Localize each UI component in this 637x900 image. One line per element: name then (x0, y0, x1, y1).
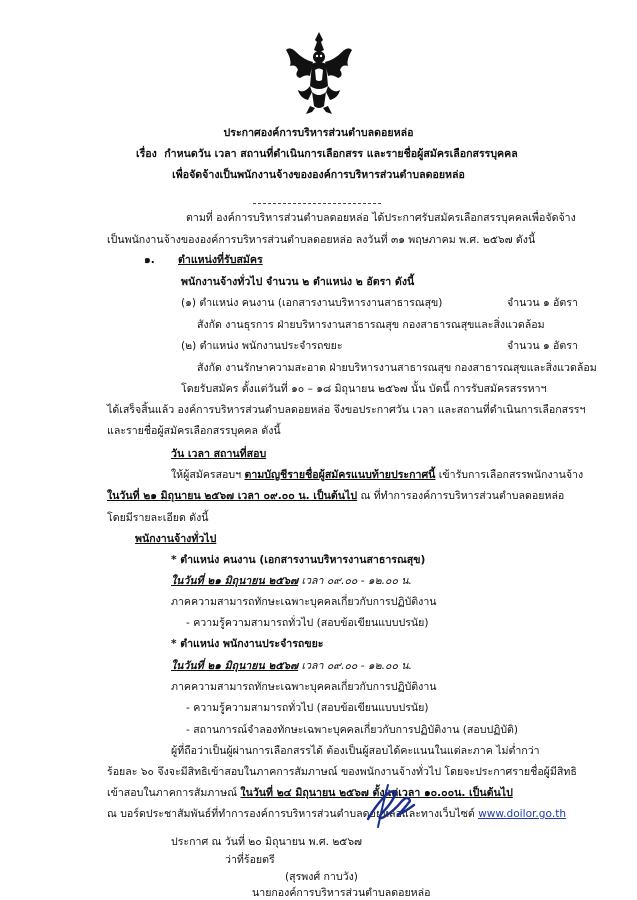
pass-line-2: ร้อยละ ๖๐ จึงจะมีสิทธิเข้าสอบในภาคการสัมภาษณ์ ของพนักงานจ้างทั่วไป โดยจะประกาศรายชื่อผู้มีสิทธิ (107, 766, 577, 778)
position-2-count: จำนวน ๑ อัตรา (507, 340, 578, 352)
exam-2-item-2: - สถานการณ์จำลองทักษะเฉพาะบุคคลเกี่ยวกับการปฏิบัติงาน (สอบปฏิบัติ) (186, 724, 519, 736)
pass-line-4a: ณ บอร์ดประชาสัมพันธ์ที่ทำการองค์การบริหารส่วนตำบลดอยหล่อและทางเว็บไซต์ (107, 808, 475, 820)
schedule-place: ณ ที่ทำการองค์การบริหารส่วนตำบลดอยหล่อ (360, 490, 565, 502)
signer-position: นายกองค์การบริหารส่วนตำบลดอยหล่อ (252, 887, 431, 899)
exam-1-date: ในวันที่ ๒๑ มิถุนายน ๒๕๖๗ (171, 575, 299, 587)
schedule-line-1 (171, 468, 583, 482)
position-2-line: (๒) ตำแหน่ง พนักงานประจำรถขยะ (181, 340, 343, 352)
closing-line-1: โดยรับสมัคร ตั้งแต่วันที่ ๑๐ – ๑๘ มิถุนายน ๒๕๖๗ นั้น บัดนี้ การรับสมัครสรรหาฯ (181, 383, 547, 395)
signature-scribble (362, 775, 420, 835)
exam-2-time: เวลา ๐๙.๐๐ - ๑๒.๐๐ น. (301, 660, 412, 672)
exam-2-date: ในวันที่ ๒๑ มิถุนายน ๒๕๖๗ (171, 660, 299, 672)
pass-line-3 (107, 786, 513, 800)
pass-line-1: ผู้ที่ถือว่าเป็นผู้ผ่านการเลือกสรรได้ ต้องเป็นผู้สอบได้คะแนนในแต่ละภาค ไม่ต่ำกว่า (171, 745, 540, 757)
schedule-line-1a: ให้ผู้สมัครสอบฯ (171, 469, 242, 481)
pass-line-3a: เข้าสอบในภาคการสัมภาษณ์ (107, 787, 238, 799)
schedule-line-1b: ตามบัญชีรายชื่อผู้สมัครแนบท้ายประกาศนี้ (244, 469, 436, 481)
separator-line (253, 203, 381, 204)
position-1-line: (๑) ตำแหน่ง คนงาน (เอกสารงานบริหารงานสาธารณสุข) (181, 297, 443, 309)
position-1-count: จำนวน ๑ อัตรา (507, 297, 578, 309)
garuda-emblem (282, 30, 356, 116)
exam-2-item-1: - ความรู้ความสามารถทั่วไป (สอบข้อเขียนแบบปรนัย) (186, 702, 429, 714)
signer-name: (สุรพงศ์ กาบวัง) (285, 871, 358, 883)
exam-2-schedule (171, 659, 412, 673)
position-1-unit: สังกัด งานธุรการ ฝ่ายบริหารงานสาธารณสุข กองสาธารณสุขและสิ่งแวดล้อม (197, 319, 545, 331)
exam-1-part: ภาคความสามารถทักษะเฉพาะบุคคลเกี่ยวกับการปฏิบัติงาน (171, 596, 437, 608)
signer-rank: ว่าที่ร้อยตรี (225, 854, 275, 866)
exam-1-title: * ตำแหน่ง คนงาน (เอกสารงานบริหารงานสาธารณสุข) (171, 554, 426, 566)
schedule-line-2 (107, 489, 564, 503)
group-heading: พนักงานจ้างทั่วไป (135, 533, 217, 545)
schedule-line-3: โดยมีรายละเอียด ดังนี้ (107, 512, 209, 524)
intro-line-2: เป็นพนักงานจ้างขององค์การบริหารส่วนตำบลดอยหล่อ ลงวันที่ ๓๑ พฤษภาคม พ.ศ. ๒๕๖๗ ดังนี้ (107, 234, 536, 246)
interview-date: ในวันที่ ๒๔ มิถุนายน ๒๕๖๗ ตั้งแต่เวลา ๑๐.๐๐น. เป็นต้นไป (240, 787, 513, 799)
schedule-line-1c: เข้ารับการเลือกสรรพนักงานจ้าง (438, 469, 584, 481)
section-1-number: ๑. (144, 254, 155, 266)
closing-line-3: และรายชื่อผู้สมัครเลือกสรรบุคคล ดังนี้ (107, 425, 281, 437)
announced-date: ประกาศ ณ วันที่ ๒๐ มิถุนายน พ.ศ. ๒๕๖๗ (171, 836, 363, 848)
position-2-unit: สังกัด งานรักษาความสะอาด ฝ่ายบริหารงานสาธารณสุข กองสาธารณสุขและสิ่งแวดล้อม (197, 362, 597, 374)
exam-2-part: ภาคความสามารถทักษะเฉพาะบุคคลเกี่ยวกับการปฏิบัติงาน (171, 681, 437, 693)
section-1-summary: พนักงานจ้างทั่วไป จำนวน ๒ ตำแหน่ง ๒ อัตรา ดังนี้ (181, 276, 415, 288)
exam-1-schedule (171, 574, 412, 588)
subject-label: เรื่อง (136, 148, 157, 160)
schedule-heading: วัน เวลา สถานที่สอบ (171, 448, 267, 460)
exam-1-item-1: - ความรู้ความสามารถทั่วไป (สอบข้อเขียนแบบปรนัย) (186, 617, 429, 629)
subject-text-1: กำหนดวัน เวลา สถานที่ดำเนินการเลือกสรร และรายชื่อผู้สมัครเลือกสรรบุคคล (164, 148, 518, 160)
subject-line (136, 147, 518, 161)
schedule-date: ในวันที่ ๒๑ มิถุนายน ๒๕๖๗ เวลา ๐๙.๐๐ น. เป็นต้นไป (107, 490, 358, 502)
closing-line-2: ได้เสร็จสิ้นแล้ว องค์การบริหารส่วนตำบลดอยหล่อ จึงขอประกาศวัน เวลา และสถานที่ดำเนินการเลือกสรรฯ (107, 404, 586, 416)
section-1-heading: ตำแหน่งที่รับสมัคร (178, 254, 263, 266)
intro-line-1: ตามที่ องค์การบริหารส่วนตำบลดอยหล่อ ได้ประกาศรับสมัครเลือกสรรบุคคลเพื่อจัดจ้าง (186, 212, 576, 224)
exam-2-title: * ตำแหน่ง พนักงานประจำรถขยะ (171, 638, 324, 650)
exam-1-time: เวลา ๐๙.๐๐ - ๑๒.๐๐ น. (301, 575, 412, 587)
document-title: ประกาศองค์การบริหารส่วนตำบลดอยหล่อ (223, 127, 414, 139)
subject-text-2: เพื่อจัดจ้างเป็นพนักงานจ้างขององค์การบริหารส่วนตำบลดอยหล่อ (172, 169, 465, 181)
website-link[interactable]: www.doilor.go.th (478, 808, 567, 820)
pass-line-4 (107, 807, 566, 821)
